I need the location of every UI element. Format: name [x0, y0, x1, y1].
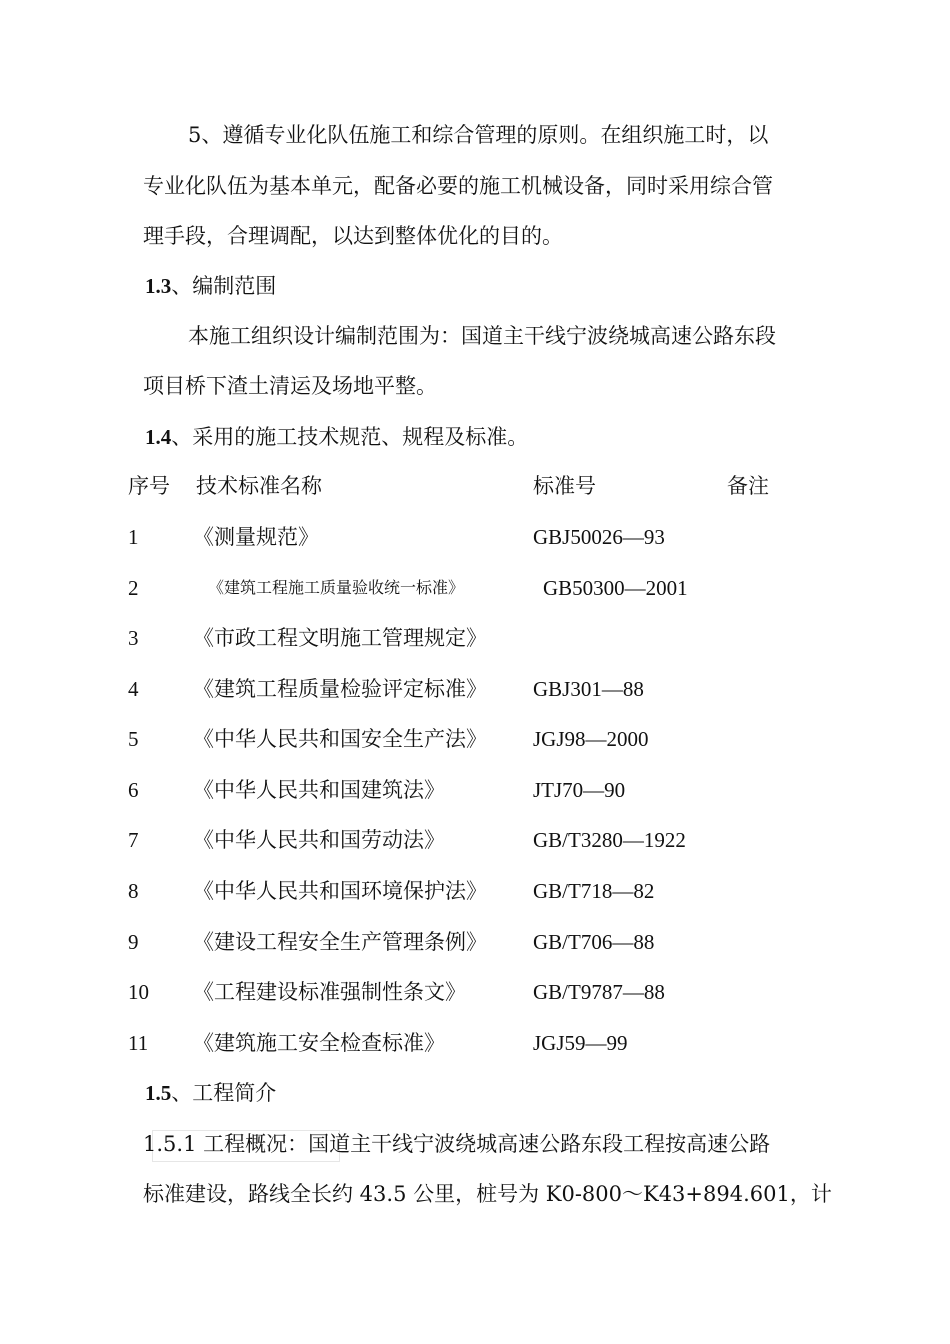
- table-row: [0, 978, 950, 1006]
- header-no: 序号: [128, 474, 170, 498]
- table-row: [0, 624, 950, 652]
- row-code: GB/T706—88: [533, 930, 655, 954]
- row-code: JTJ70—90: [533, 778, 626, 802]
- table-row: [0, 776, 950, 804]
- row-name: 《建筑工程施工质量验收统一标准》: [208, 578, 465, 597]
- section-1-4-number: 1.4: [145, 425, 172, 449]
- section-1-5-title: 、工程简介: [171, 1081, 277, 1105]
- table-row: [0, 877, 950, 905]
- header-note: 备注: [727, 474, 769, 498]
- row-name: 《测量规范》: [193, 525, 319, 549]
- header-code: 标准号: [533, 474, 596, 498]
- header-name: 技术标准名称: [196, 474, 322, 498]
- overview-line-1: 1.5.1 工程概况：国道主干线宁波绕城高速公路东段工程按高速公路: [143, 1132, 771, 1156]
- row-name: 《建筑工程质量检验评定标准》: [193, 677, 487, 701]
- overview-line-2: 标准建设，路线全长约 43.5 公里，桩号为 K0-800～K43+894.601，计: [143, 1182, 832, 1206]
- row-code: GB/T9787—88: [533, 980, 665, 1004]
- row-no: 2: [128, 576, 139, 600]
- section-1-5-number: 1.5: [145, 1081, 172, 1105]
- table-row: [0, 826, 950, 854]
- section-1-4-heading: [145, 423, 528, 451]
- table-row: [0, 928, 950, 956]
- row-no: 3: [128, 626, 139, 650]
- scope-line-1: 本施工组织设计编制范围为：国道主干线宁波绕城高速公路东段: [188, 324, 776, 348]
- section-1-5-heading: [145, 1079, 276, 1107]
- row-code: JGJ98—2000: [533, 727, 649, 751]
- principle-line-2: 专业化队伍为基本单元，配备必要的施工机械设备，同时采用综合管: [143, 174, 773, 198]
- row-no: 5: [128, 727, 139, 751]
- row-code: GBJ301—88: [533, 677, 644, 701]
- table-row: [0, 523, 950, 551]
- row-name: 《中华人民共和国建筑法》: [193, 778, 445, 802]
- row-code: GB50300—2001: [543, 576, 688, 600]
- principle-line-3: 理手段，合理调配，以达到整体优化的目的。: [143, 224, 563, 248]
- row-name: 《市政工程文明施工管理规定》: [193, 626, 487, 650]
- row-no: 6: [128, 778, 139, 802]
- row-name: 《建设工程安全生产管理条例》: [193, 930, 487, 954]
- row-no: 11: [128, 1031, 149, 1055]
- row-code: GBJ50026—93: [533, 525, 665, 549]
- section-1-3-heading: [145, 272, 276, 300]
- row-code: JGJ59—99: [533, 1031, 628, 1055]
- table-row: [0, 725, 950, 753]
- table-row: [0, 574, 950, 602]
- row-no: 4: [128, 677, 139, 701]
- table-row: [0, 1029, 950, 1057]
- section-1-3-number: 1.3: [145, 274, 172, 298]
- row-name: 《建筑施工安全检查标准》: [193, 1031, 445, 1055]
- row-name: 《中华人民共和国劳动法》: [193, 828, 445, 852]
- scope-line-2: 项目桥下渣土清运及场地平整。: [143, 374, 437, 398]
- row-no: 9: [128, 930, 139, 954]
- principle-line-1: 5、遵循专业化队伍施工和综合管理的原则。在组织施工时，以: [188, 123, 769, 147]
- table-row: [0, 675, 950, 703]
- section-1-3-title: 、编制范围: [171, 274, 277, 298]
- row-no: 8: [128, 879, 139, 903]
- row-code: GB/T718—82: [533, 879, 655, 903]
- row-code: GB/T3280—1922: [533, 828, 686, 852]
- row-name: 《工程建设标准强制性条文》: [193, 980, 466, 1004]
- row-no: 7: [128, 828, 139, 852]
- standards-table-header: [0, 472, 950, 500]
- row-no: 10: [128, 980, 149, 1004]
- row-no: 1: [128, 525, 139, 549]
- section-1-4-title: 、采用的施工技术规范、规程及标准。: [171, 425, 529, 449]
- row-name: 《中华人民共和国安全生产法》: [193, 727, 487, 751]
- row-name: 《中华人民共和国环境保护法》: [193, 879, 487, 903]
